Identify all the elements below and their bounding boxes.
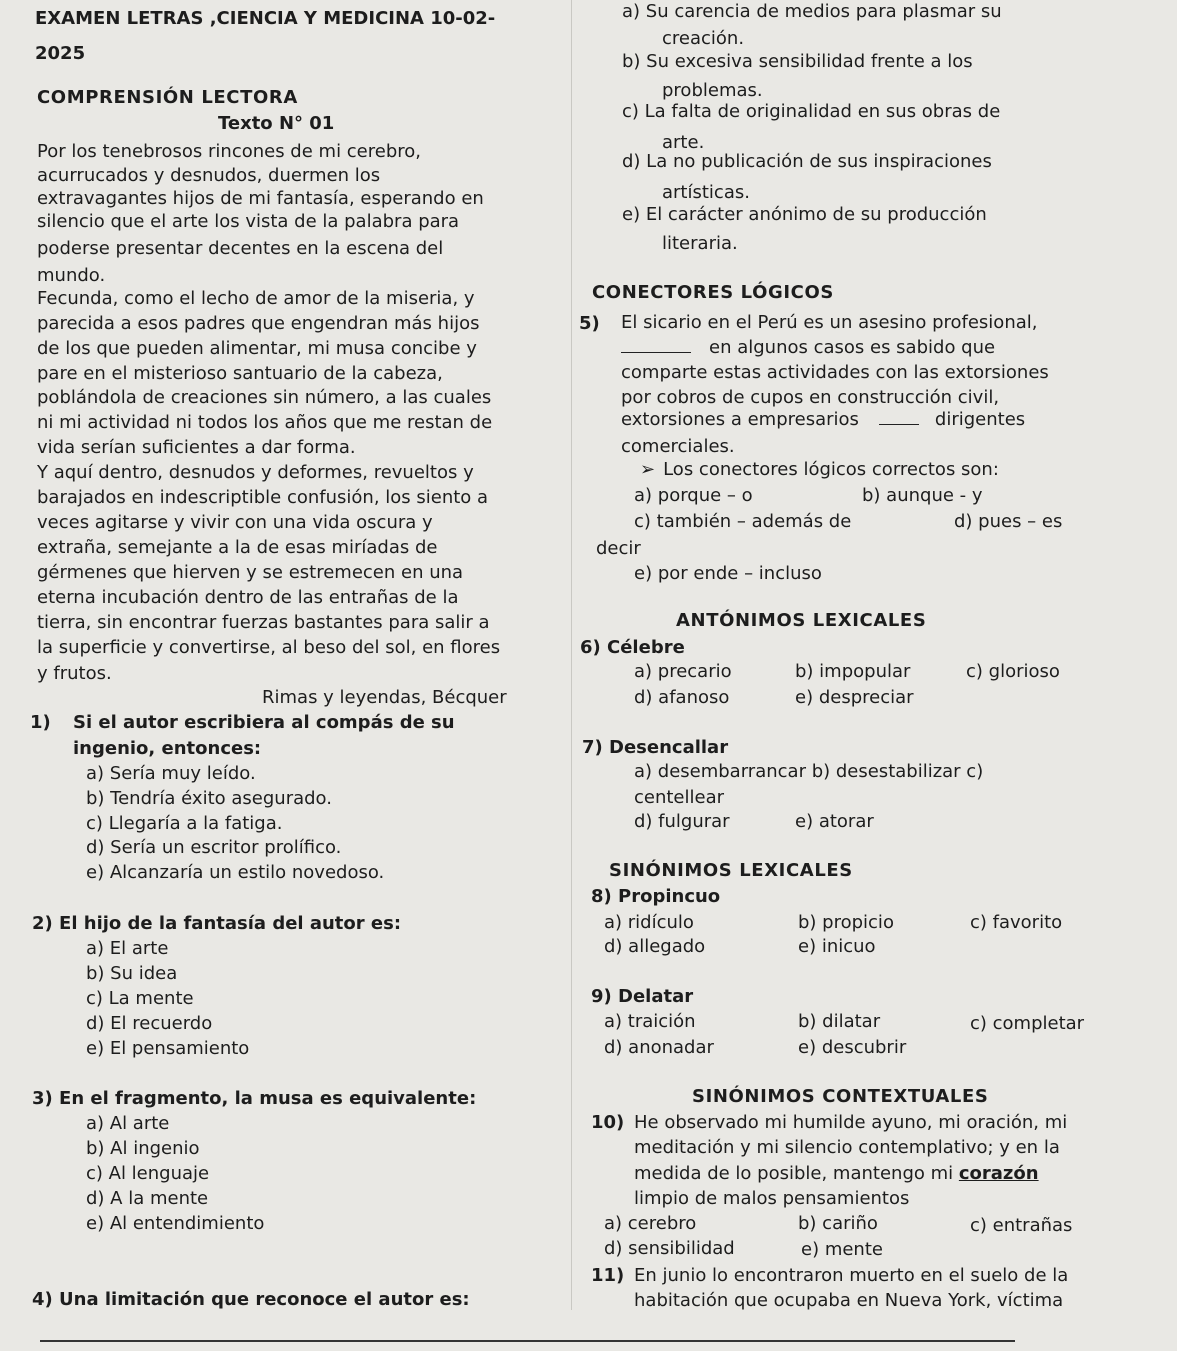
q6-option-d[interactable]: d) afanoso: [634, 687, 730, 708]
q5-blank-2[interactable]: [879, 408, 919, 425]
passage-line: Fecunda, como el lecho de amor de la miseria, y: [37, 288, 475, 309]
q10-option-d[interactable]: d) sensibilidad: [604, 1238, 735, 1259]
q5-prompt-text: Los conectores lógicos correctos son:: [663, 459, 999, 480]
q4-stem: 4) Una limitación que reconoce el autor es:: [32, 1289, 470, 1310]
q9-option-d[interactable]: d) anonadar: [604, 1037, 714, 1058]
q3-option-b[interactable]: b) Al ingenio: [86, 1138, 200, 1159]
q1-option-a[interactable]: a) Sería muy leído.: [86, 763, 256, 784]
arrow-bullet-icon: ➢: [640, 459, 656, 480]
q5-line-5-text: extorsiones a empresarios: [621, 409, 859, 430]
q10-line: meditación y mi silencio contemplativo; y en la: [634, 1137, 1060, 1158]
q10-option-a[interactable]: a) cerebro: [604, 1213, 697, 1234]
q2-option-b[interactable]: b) Su idea: [86, 963, 178, 984]
q3-option-a[interactable]: a) Al arte: [86, 1113, 170, 1134]
q8-option-d[interactable]: d) allegado: [604, 936, 706, 957]
passage-line: veces agitarse y vivir con una vida oscura y: [37, 512, 433, 533]
column-divider: [571, 0, 572, 1310]
q5-line: El sicario en el Perú es un asesino profesional,: [621, 312, 1038, 333]
passage-line: y frutos.: [37, 663, 112, 684]
q10-line-3: [634, 1162, 1039, 1186]
passage-line: eterna incubación dentro de las entrañas de la: [37, 587, 459, 608]
q4-option-c-cont: arte.: [662, 132, 705, 153]
passage-line: extravagantes hijos de mi fantasía, esperando en: [37, 188, 484, 209]
passage-line: gérmenes que hierven y se estremecen en una: [37, 562, 464, 583]
q9-option-c[interactable]: c) completar: [970, 1013, 1085, 1034]
q6-option-b[interactable]: b) impopular: [795, 661, 911, 682]
text-label: Texto N° 01: [218, 113, 335, 134]
connectors-section-title: CONECTORES LÓGICOS: [592, 282, 834, 303]
passage-line: extraña, semejante a la de esas miríadas de: [37, 537, 438, 558]
q6-option-e[interactable]: e) despreciar: [795, 687, 914, 708]
passage-line: ni mi actividad ni todos los años que me restan de: [37, 412, 493, 433]
q6-option-c[interactable]: c) glorioso: [966, 661, 1060, 682]
q7-options-line[interactable]: a) desembarrancar b) desestabilizar c): [634, 761, 984, 782]
q8-stem: 8) Propincuo: [591, 886, 721, 907]
q8-option-e[interactable]: e) inicuo: [798, 936, 876, 957]
q10-number: 10): [591, 1112, 625, 1133]
q4-option-c[interactable]: c) La falta de originalidad en sus obras de: [622, 101, 1001, 122]
q6-stem: 6) Célebre: [580, 637, 685, 658]
q2-option-a[interactable]: a) El arte: [86, 938, 169, 959]
q4-option-d[interactable]: d) La no publicación de sus inspiraciones: [622, 151, 992, 172]
q5-line-5: [621, 408, 1025, 432]
q7-option-d[interactable]: d) fulgurar: [634, 811, 730, 832]
q10-option-c[interactable]: c) entrañas: [970, 1215, 1073, 1236]
q4-option-e-cont: literaria.: [662, 233, 738, 254]
q5-option-c[interactable]: c) también – además de: [634, 511, 852, 532]
q1-option-e[interactable]: e) Alcanzaría un estilo novedoso.: [86, 862, 385, 883]
q4-option-b[interactable]: b) Su excesiva sensibilidad frente a los: [622, 51, 973, 72]
passage-attribution: Rimas y leyendas, Bécquer: [262, 687, 507, 708]
reading-section-title: COMPRENSIÓN LECTORA: [37, 87, 298, 108]
q5-line: comerciales.: [621, 436, 735, 457]
q4-option-a[interactable]: a) Su carencia de medios para plasmar su: [622, 1, 1002, 22]
exam-year: 2025: [35, 43, 86, 64]
contextual-section-title: SINÓNIMOS CONTEXTUALES: [692, 1086, 989, 1107]
passage-line: barajados en indescriptible confusión, los siento a: [37, 487, 489, 508]
q2-option-e[interactable]: e) El pensamiento: [86, 1038, 250, 1059]
q3-option-d[interactable]: d) A la mente: [86, 1188, 209, 1209]
passage-line: mundo.: [37, 265, 106, 286]
q1-number: 1): [30, 712, 51, 733]
q8-option-b[interactable]: b) propicio: [798, 912, 894, 933]
q5-option-d-cont: decir: [596, 538, 641, 559]
q8-option-a[interactable]: a) ridículo: [604, 912, 694, 933]
q5-option-a[interactable]: a) porque – o: [634, 485, 753, 506]
q10-option-b[interactable]: b) cariño: [798, 1213, 878, 1234]
passage-line: poderse presentar decentes en la escena del: [37, 238, 444, 259]
q1-option-c[interactable]: c) Llegaría a la fatiga.: [86, 813, 283, 834]
q5-number: 5): [579, 313, 600, 334]
q2-option-d[interactable]: d) El recuerdo: [86, 1013, 213, 1034]
q1-stem-cont: ingenio, entonces:: [73, 738, 262, 759]
q2-stem: 2) El hijo de la fantasía del autor es:: [32, 913, 402, 934]
passage-line: vida serían suficientes a dar forma.: [37, 437, 356, 458]
q3-stem: 3) En el fragmento, la musa es equivalente:: [32, 1088, 477, 1109]
q10-line: He observado mi humilde ayuno, mi oración, mi: [634, 1112, 1068, 1133]
q10-line-3-text: medida de lo posible, mantengo mi: [634, 1163, 954, 1184]
passage-line: de los que pueden alimentar, mi musa concibe y: [37, 338, 477, 359]
antonyms-section-title: ANTÓNIMOS LEXICALES: [676, 610, 927, 631]
q5-line-2: [621, 336, 995, 360]
q4-option-d-cont: artísticas.: [662, 182, 750, 203]
q1-option-b[interactable]: b) Tendría éxito asegurado.: [86, 788, 332, 809]
q10-target-word: corazón: [958, 1163, 1039, 1184]
q3-option-e[interactable]: e) Al entendimiento: [86, 1213, 265, 1234]
q5-line: por cobros de cupos en construcción civil,: [621, 387, 1000, 408]
q4-option-e[interactable]: e) El carácter anónimo de su producción: [622, 204, 987, 225]
bottom-rule: [40, 1340, 1015, 1342]
q9-option-e[interactable]: e) descubrir: [798, 1037, 907, 1058]
passage-line: pare en el misterioso santuario de la cabeza,: [37, 363, 443, 384]
q1-stem: Si el autor escribiera al compás de su: [73, 712, 455, 733]
q7-stem: 7) Desencallar: [582, 737, 729, 758]
synonyms-section-title: SINÓNIMOS LEXICALES: [609, 860, 853, 881]
q5-line-5-end: dirigentes: [934, 409, 1026, 430]
q5-option-d[interactable]: d) pues – es: [954, 511, 1063, 532]
q9-option-a[interactable]: a) traición: [604, 1011, 696, 1032]
q8-option-c[interactable]: c) favorito: [970, 912, 1063, 933]
passage-line: Por los tenebrosos rincones de mi cerebro,: [37, 141, 422, 162]
q10-line: limpio de malos pensamientos: [634, 1188, 910, 1209]
q5-prompt: [640, 458, 999, 482]
passage-line: Y aquí dentro, desnudos y deformes, revueltos y: [37, 462, 474, 483]
q5-option-e[interactable]: e) por ende – incluso: [634, 563, 822, 584]
passage-line: parecida a esos padres que engendran más hijos: [37, 313, 480, 334]
q5-blank-1[interactable]: [621, 336, 691, 353]
q11-line: En junio lo encontraron muerto en el suelo de la: [634, 1265, 1069, 1286]
q1-option-d[interactable]: d) Sería un escritor prolífico.: [86, 837, 342, 858]
q9-option-b[interactable]: b) dilatar: [798, 1011, 881, 1032]
passage-line: acurrucados y desnudos, duermen los: [37, 165, 381, 186]
passage-line: la superficie y convertirse, al beso del sol, en flores: [37, 637, 501, 658]
q5-option-b[interactable]: b) aunque - y: [862, 485, 983, 506]
exam-title: EXAMEN LETRAS ,CIENCIA Y MEDICINA 10-02-: [35, 8, 496, 29]
q7-option-c-cont: centellear: [634, 787, 725, 808]
q4-option-b-cont: problemas.: [662, 80, 763, 101]
q7-option-e[interactable]: e) atorar: [795, 811, 874, 832]
passage-line: silencio que el arte los vista de la palabra para: [37, 211, 460, 232]
passage-line: tierra, sin encontrar fuerzas bastantes para salir a: [37, 612, 490, 633]
q5-line: comparte estas actividades con las extorsiones: [621, 362, 1049, 383]
q5-line-2-text: en algunos casos es sabido que: [709, 337, 996, 358]
q9-stem: 9) Delatar: [591, 986, 694, 1007]
q6-option-a[interactable]: a) precario: [634, 661, 732, 682]
q11-line: habitación que ocupaba en Nueva York, víctima: [634, 1290, 1064, 1311]
passage-line: poblándola de creaciones sin número, a las cuales: [37, 387, 492, 408]
q2-option-c[interactable]: c) La mente: [86, 988, 194, 1009]
q4-option-a-cont: creación.: [662, 28, 745, 49]
q11-number: 11): [591, 1265, 625, 1286]
q3-option-c[interactable]: c) Al lenguaje: [86, 1163, 210, 1184]
q10-option-e[interactable]: e) mente: [801, 1239, 883, 1260]
